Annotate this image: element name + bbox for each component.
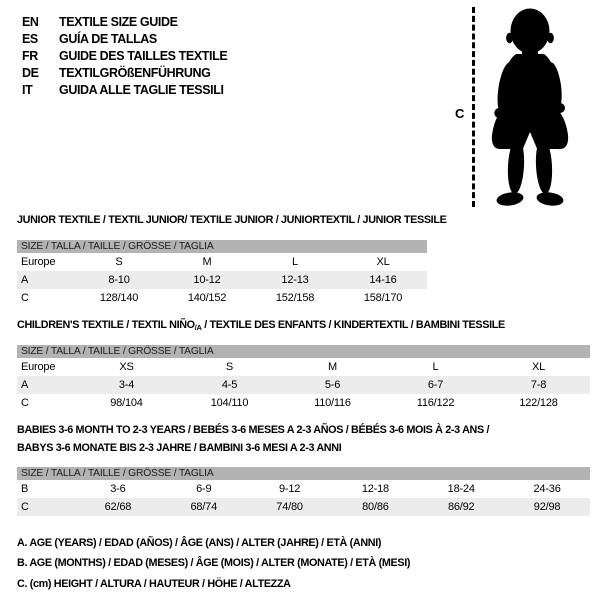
section-title-line xyxy=(17,440,595,458)
size-cell: 14-16 xyxy=(369,274,397,286)
size-cell: M xyxy=(202,256,212,268)
size-cell: L xyxy=(432,361,439,373)
language-list xyxy=(22,13,227,99)
table-row xyxy=(17,271,427,289)
section-title xyxy=(17,422,595,457)
size-cell: 6-9 xyxy=(196,483,212,495)
language-code: IT xyxy=(22,83,33,98)
size-cell: XL xyxy=(531,361,546,373)
footnote-item: C. (cm) HEIGHT / ALTURA / HAUTEUR / HÖHE / ALTEZZA xyxy=(17,577,291,590)
size-cell: 4-5 xyxy=(221,379,238,391)
row-label: A xyxy=(21,379,29,391)
size-cell: 116/122 xyxy=(416,397,455,409)
size-table xyxy=(17,345,590,412)
size-header-bar: SIZE / TALLA / TAILLE / GRÖSSE / TAGLIA xyxy=(17,345,590,358)
footnote-item: A. AGE (YEARS) / EDAD (AÑOS) / ÂGE (ANS) / ALTER (JAHRE) / ETÀ (ANNI) xyxy=(17,537,382,549)
size-cell: 122/128 xyxy=(519,397,558,409)
size-cell: XL xyxy=(376,256,390,268)
table-row xyxy=(17,376,590,394)
size-cell: 24-36 xyxy=(533,483,561,495)
title-text: BABIES 3-6 MONTH TO 2-3 YEARS / BEBÉS 3-6 MESES A 2-3 AÑOS / BÉBÉS 3-6 MOIS À 2-3 ANS / xyxy=(17,424,490,436)
size-cell: 18-24 xyxy=(447,483,475,495)
language-row xyxy=(22,30,227,47)
size-header-bar: SIZE / TALLA / TAILLE / GRÖSSE / TAGLIA xyxy=(17,240,427,253)
language-row xyxy=(22,47,227,64)
title-text: CHILDREN'S TEXTILE / TEXTIL NIÑO xyxy=(17,319,195,331)
table-row xyxy=(17,253,427,271)
language-code: FR xyxy=(22,48,38,63)
size-cell: 3-6 xyxy=(110,483,126,495)
size-cell: S xyxy=(115,256,123,268)
language-label: TEXTILE SIZE GUIDE xyxy=(59,14,178,29)
section-title-line xyxy=(17,422,595,440)
size-table xyxy=(17,240,427,307)
row-label: B xyxy=(21,483,29,495)
size-cell: 7-8 xyxy=(530,379,547,391)
size-cell: 68/74 xyxy=(190,501,217,513)
language-code: ES xyxy=(22,31,38,46)
size-cell: M xyxy=(328,361,337,373)
size-cell: 62/68 xyxy=(104,501,132,513)
table-row xyxy=(17,480,590,498)
language-code: DE xyxy=(22,66,39,81)
language-row xyxy=(22,65,227,82)
size-cell: 6-7 xyxy=(427,379,444,391)
section-title-line xyxy=(17,212,595,230)
size-cell: 86/92 xyxy=(447,501,475,513)
toddler-silhouette-icon xyxy=(482,6,578,212)
row-label: Europe xyxy=(21,256,56,268)
row-label: C xyxy=(21,397,29,409)
table-row xyxy=(17,289,427,307)
size-header-bar: SIZE / TALLA / TAILLE / GRÖSSE / TAGLIA xyxy=(17,467,590,480)
language-label: GUÍA DE TALLAS xyxy=(59,31,157,46)
footnotes xyxy=(17,533,410,594)
language-code: EN xyxy=(22,14,39,29)
size-cell: 12-18 xyxy=(361,483,389,495)
language-label: GUIDE DES TAILLES TEXTILE xyxy=(59,48,228,63)
size-cell: 92/98 xyxy=(533,501,561,513)
size-cell: S xyxy=(225,361,234,373)
size-cell: 8-10 xyxy=(108,274,130,286)
language-label: TEXTILGRÖßENFÜHRUNG xyxy=(59,66,211,81)
language-row xyxy=(22,82,227,99)
title-subscript: /A xyxy=(194,323,202,332)
size-cell: 10-12 xyxy=(193,274,221,286)
size-cell: 158/170 xyxy=(363,292,403,304)
title-text: / TEXTILE DES ENFANTS / KINDERTEXTIL / BAMBINI TESSILE xyxy=(201,319,505,331)
size-cell: 104/110 xyxy=(210,397,249,409)
language-row xyxy=(22,13,227,30)
table-row xyxy=(17,394,590,412)
section-title xyxy=(17,317,595,337)
section-title-line xyxy=(17,317,595,337)
size-cell: 98/104 xyxy=(110,397,143,409)
title-text: BABYS 3-6 MONATE BIS 2-3 JAHRE / BAMBINI 3-6 MESI A 2-3 ANNI xyxy=(17,441,342,454)
height-dashed-line xyxy=(472,7,475,207)
size-cell: 110/116 xyxy=(314,397,351,409)
size-cell: 74/80 xyxy=(276,501,303,513)
size-cell: 128/140 xyxy=(99,292,139,304)
size-cell: L xyxy=(292,256,298,268)
size-cell: 140/152 xyxy=(187,292,227,304)
footnote-item: B. AGE (MONTHS) / EDAD (MESES) / ÂGE (MOIS) / ALTER (MONATE) / ETÀ (MESI) xyxy=(17,557,411,570)
table-row xyxy=(17,498,590,516)
size-table xyxy=(17,467,590,516)
row-label: C xyxy=(21,501,29,513)
size-cell: 5-6 xyxy=(324,379,341,391)
table-row xyxy=(17,358,590,376)
language-label: GUIDA ALLE TAGLIE TESSILI xyxy=(59,83,224,98)
row-label: Europe xyxy=(21,361,56,373)
section-title xyxy=(17,212,595,230)
size-cell: 80/86 xyxy=(362,501,389,513)
size-cell: 12-13 xyxy=(281,274,309,286)
row-label: C xyxy=(21,292,29,304)
title-text: JUNIOR TEXTILE / TEXTIL JUNIOR/ TEXTILE JUNIOR / JUNIORTEXTIL / JUNIOR TESSILE xyxy=(17,214,447,226)
row-label: A xyxy=(21,274,29,286)
size-cell: 9-12 xyxy=(278,483,301,495)
height-label-c: C xyxy=(455,106,465,121)
size-cell: XS xyxy=(119,361,134,373)
size-cell: 3-4 xyxy=(118,379,135,391)
size-cell: 152/158 xyxy=(275,292,315,304)
